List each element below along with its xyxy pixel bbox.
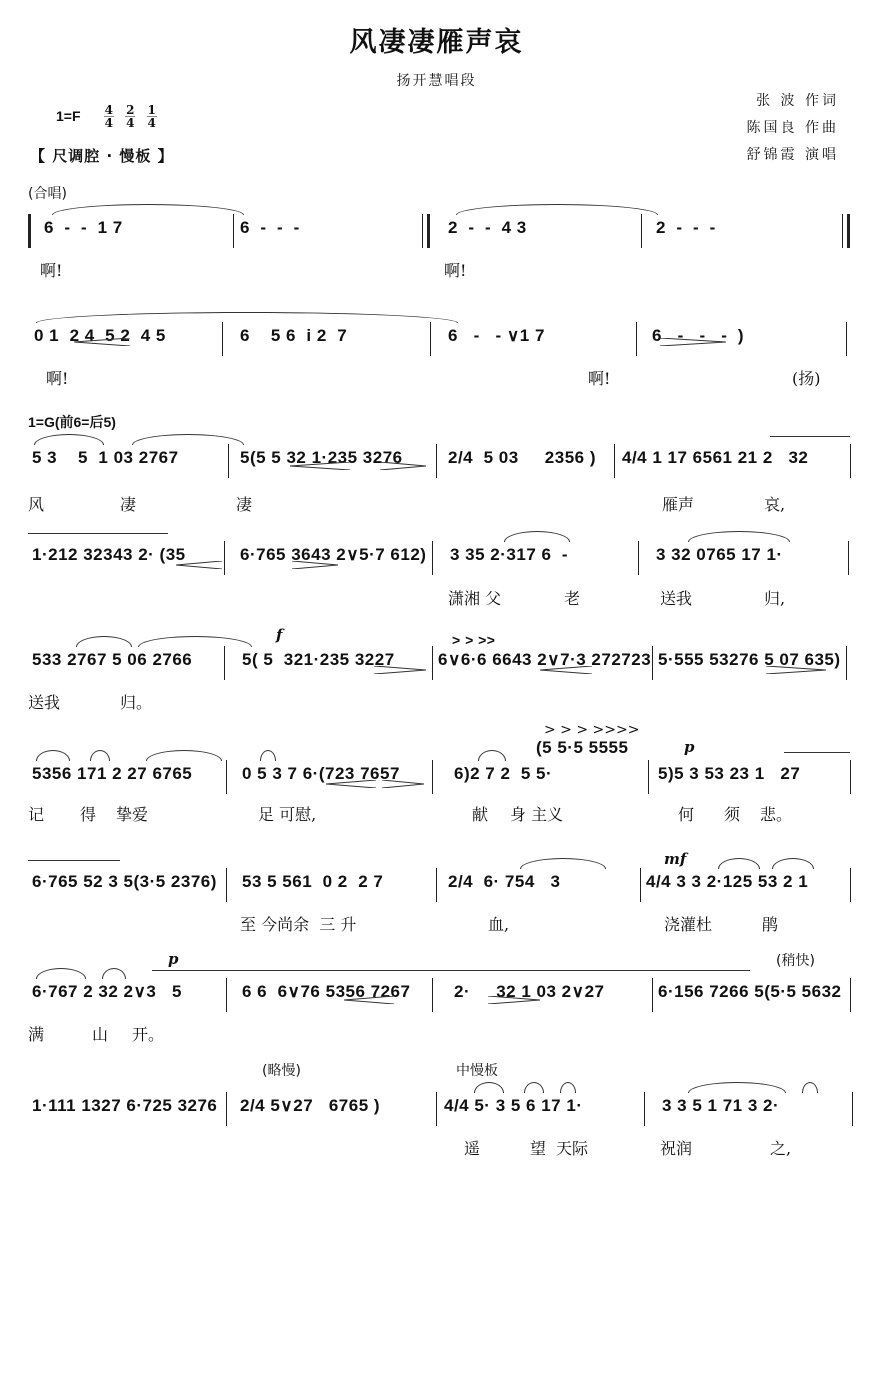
mode-label: 【 尺调腔 · 慢板 】 (30, 147, 174, 165)
barline (224, 646, 225, 680)
time-top: 1 (147, 103, 156, 117)
measure: 4/4 3 3 2·125 53 2 1 (646, 872, 809, 891)
staff-line-3 (28, 448, 850, 476)
decrescendo-icon (374, 626, 426, 634)
measure: 6·767 2 32 2∨3 5 (32, 982, 182, 1001)
lyric: 血, (488, 915, 510, 934)
crescendo-icon (74, 298, 130, 306)
decrescendo-icon (766, 626, 826, 634)
barline (432, 978, 433, 1012)
barline (226, 1092, 227, 1126)
slur (456, 204, 658, 215)
lyric: 至 今尚余 三 升 (240, 915, 357, 934)
lyric: 身 主义 (510, 805, 564, 824)
staff-line-1 (28, 218, 850, 246)
dynamic-forte: f (276, 626, 283, 644)
staff-line-5 (28, 632, 850, 678)
time-bottom: 4 (104, 116, 113, 130)
measure: 0 1 2 4 5 2 4 5 (34, 326, 166, 345)
measure: 5( 5 321·235 3227 (242, 650, 395, 669)
decrescendo-icon (488, 956, 540, 964)
tempo-annotation: (略慢) (262, 1063, 301, 1079)
measure: 6 5 6 i 2 7 (240, 326, 348, 345)
slur (132, 434, 244, 445)
measure: 5(5 5 32 1·235 3276 (240, 448, 403, 467)
credit-name: 舒锦霞 (746, 147, 798, 163)
barline (432, 760, 433, 794)
repeat-start-barline (28, 214, 31, 248)
barline (436, 444, 437, 478)
measure: 53 5 561 0 2 2 7 (242, 872, 384, 891)
key-and-time (56, 104, 163, 129)
slur (802, 1082, 818, 1093)
slur (560, 1082, 576, 1093)
credit-role: 演唱 (805, 147, 839, 163)
lyric: 啊! (588, 369, 611, 388)
lyric: 老 (564, 589, 581, 608)
measure: 5)5 3 53 23 1 27 (658, 764, 801, 783)
crescendo-icon (290, 422, 350, 430)
barline (850, 760, 851, 794)
credit-name: 张 波 (756, 93, 798, 109)
time-bottom: 4 (126, 116, 135, 130)
barline (644, 1092, 645, 1126)
measure: 6·765 3643 2∨5·7 612) (240, 545, 427, 564)
lyric: 凄 (236, 495, 253, 514)
barline (846, 646, 847, 680)
dynamic-piano: p (684, 738, 695, 756)
song-subtitle: 扬开慧唱段 (396, 73, 477, 89)
barline (226, 868, 227, 902)
lyric: 记 (28, 805, 45, 824)
barline (430, 322, 431, 356)
measure: 2/4 5∨27 6765 ) (240, 1096, 381, 1115)
measure: 5356 171 2 27 6765 (32, 764, 193, 783)
staff-line-4 (28, 545, 850, 573)
slur (76, 636, 132, 647)
measure: 6 - - ∨1 7 (448, 326, 545, 345)
credit-composer (747, 117, 839, 137)
lyric: 啊! (46, 369, 69, 388)
lyric: 浇灌杜 (664, 915, 713, 934)
credit-role: 作词 (805, 93, 839, 109)
lyric: 送我 (660, 589, 693, 608)
barline (848, 541, 849, 575)
lyric: 潇湘 父 (448, 589, 502, 608)
barline (233, 214, 234, 248)
time-signature (104, 104, 114, 129)
time-top: 4 (104, 103, 113, 117)
slur (772, 858, 814, 869)
lyric: 祝润 (660, 1139, 693, 1158)
barline (850, 978, 851, 1012)
barline (640, 868, 641, 902)
barline (432, 541, 433, 575)
barline (652, 978, 653, 1012)
barline (436, 1092, 437, 1126)
slur (102, 968, 126, 979)
decrescendo-icon (660, 298, 726, 306)
lyric: 之, (770, 1139, 792, 1158)
barline (228, 444, 229, 478)
slur (146, 750, 222, 761)
barline (436, 868, 437, 902)
time-top: 2 (126, 103, 135, 117)
barline (224, 541, 225, 575)
barline (641, 214, 642, 248)
barline (636, 322, 637, 356)
lyric: 送我 (28, 693, 61, 712)
measure: 2 - - 4 3 (448, 218, 527, 237)
slur (52, 204, 244, 215)
time-signature (147, 104, 157, 129)
staff-line-9 (28, 1096, 850, 1124)
lyric: 何 (678, 805, 695, 824)
dynamic-mezzo-forte: mf (664, 850, 687, 868)
credit-lyricist (756, 90, 839, 110)
crescendo-icon (176, 521, 222, 529)
lyric: 哀, (764, 495, 786, 514)
barline (432, 646, 433, 680)
staff-line-6 (28, 764, 850, 792)
measure: 2 - - - (656, 218, 716, 237)
tempo-annotation: 中慢板 (456, 1063, 498, 1079)
crescendo-icon (326, 740, 376, 748)
measure: 6·156 7266 5(5·5 5632 (658, 982, 842, 1001)
slur (688, 1082, 786, 1093)
measure: 2· 32 1 03 2∨27 (454, 982, 605, 1001)
crescendo-icon (344, 956, 394, 964)
key-change: 1=G(前6=后5) (28, 414, 116, 430)
lyric: (扬) (792, 369, 821, 388)
measure: 6 - - 1 7 (44, 218, 123, 237)
barline (638, 541, 639, 575)
song-title: 风凄凄雁声哀 (349, 27, 524, 58)
slur (260, 750, 276, 761)
lyric: 凄 (120, 495, 137, 514)
tie (770, 436, 850, 437)
barline (850, 444, 851, 478)
measure: 4/4 1 17 6561 21 2 32 (622, 448, 809, 467)
barline (226, 760, 227, 794)
measure: 5·555 53276 5 07 635) (658, 650, 841, 669)
staff-line-7 (28, 872, 850, 900)
credit-name: 陈国良 (746, 120, 798, 136)
lyric: 山 (92, 1025, 109, 1044)
staff-line-2 (28, 326, 850, 354)
decrescendo-icon (292, 521, 338, 529)
repeat-end-barline (842, 214, 850, 248)
measure: 3 35 2·317 6 - (450, 545, 569, 564)
measure: 1·212 32343 2· (35 (32, 545, 186, 564)
barline (648, 760, 649, 794)
repeat-end-barline (422, 214, 430, 248)
accent-marks: > > > >>>> (544, 722, 640, 738)
tie (28, 533, 168, 534)
lyric: 足 可慰, (258, 805, 317, 824)
time-bottom: 4 (147, 116, 156, 130)
key-signature: 1=F (56, 108, 81, 124)
slur (688, 531, 790, 542)
lyric: 归, (764, 589, 786, 608)
lyric: 啊! (40, 261, 63, 280)
credit-role: 作曲 (805, 120, 839, 136)
lyric: 鹃 (762, 915, 779, 934)
slur (474, 1082, 504, 1093)
slur (504, 531, 570, 542)
tempo-annotation: (稍快) (776, 953, 815, 969)
measure: 3 32 0765 17 1· (656, 545, 783, 564)
lyric: 献 (472, 805, 489, 824)
measure: 6∨6·6 6643 2∨7·3 272723 (438, 650, 652, 669)
slur (90, 750, 110, 761)
measure: 6 - - - ) (652, 326, 745, 345)
lyric: 风 (28, 495, 45, 514)
barline (852, 1092, 853, 1126)
lyric: 须 (724, 805, 741, 824)
measure: 5 3 5 1 03 2767 (32, 448, 179, 467)
slur (520, 858, 606, 869)
barline (222, 322, 223, 356)
lyric: 遥 (464, 1139, 481, 1158)
slur (718, 858, 760, 869)
accent-marks: > > >> (452, 632, 496, 648)
credit-singer (747, 144, 839, 164)
decrescendo-icon (382, 740, 424, 748)
slur (524, 1082, 544, 1093)
slur (36, 750, 70, 761)
lyric: 天际 (556, 1139, 589, 1158)
chorus-annotation: (合唱) (28, 186, 67, 202)
barline (846, 322, 847, 356)
lyric: 开。 (132, 1025, 165, 1044)
lyric: 望 (530, 1139, 547, 1158)
measure: 2/4 6· 754 3 (448, 872, 561, 891)
tie (152, 970, 750, 971)
lyric: 满 (28, 1025, 45, 1044)
measure: 6 - - - (240, 218, 300, 237)
measure: 4/4 5· 3 5 6 17 1· (444, 1096, 583, 1115)
measure: 6 6 6∨76 5356 7267 (242, 982, 411, 1001)
lyric: 归。 (120, 693, 153, 712)
barline (614, 444, 615, 478)
measure: 0 5 3 7 6·(723 7657 (242, 764, 400, 783)
lyric: 啊! (444, 261, 467, 280)
crescendo-icon (540, 626, 592, 634)
barline (850, 868, 851, 902)
upper-voice: (5 5·5 5555 (536, 738, 629, 757)
measure: 1·111 1327 6·725 3276 (32, 1096, 218, 1115)
staff-line-8 (28, 982, 850, 1010)
time-signature (125, 104, 135, 129)
slur (478, 750, 506, 761)
decrescendo-icon (380, 422, 426, 430)
barline (652, 646, 653, 680)
lyric: 雁声 (662, 495, 695, 514)
lyric: 悲。 (760, 805, 793, 824)
tie (784, 752, 850, 753)
lyric: 挚爱 (116, 805, 149, 824)
measure: 6·765 52 3 5(3·5 2376) (32, 872, 217, 891)
tie (28, 860, 120, 861)
dynamic-piano: p (168, 950, 179, 968)
measure: 533 2767 5 06 2766 (32, 650, 193, 669)
lyric: 得 (80, 805, 97, 824)
barline (226, 978, 227, 1012)
measure: 2/4 5 03 2356 ) (448, 448, 596, 467)
slur (36, 968, 86, 979)
slur (138, 636, 252, 647)
measure: 6)2 7 2 5 5· (454, 764, 553, 783)
measure: 3 3 5 1 71 3 2· (662, 1096, 780, 1115)
slur (34, 434, 104, 445)
